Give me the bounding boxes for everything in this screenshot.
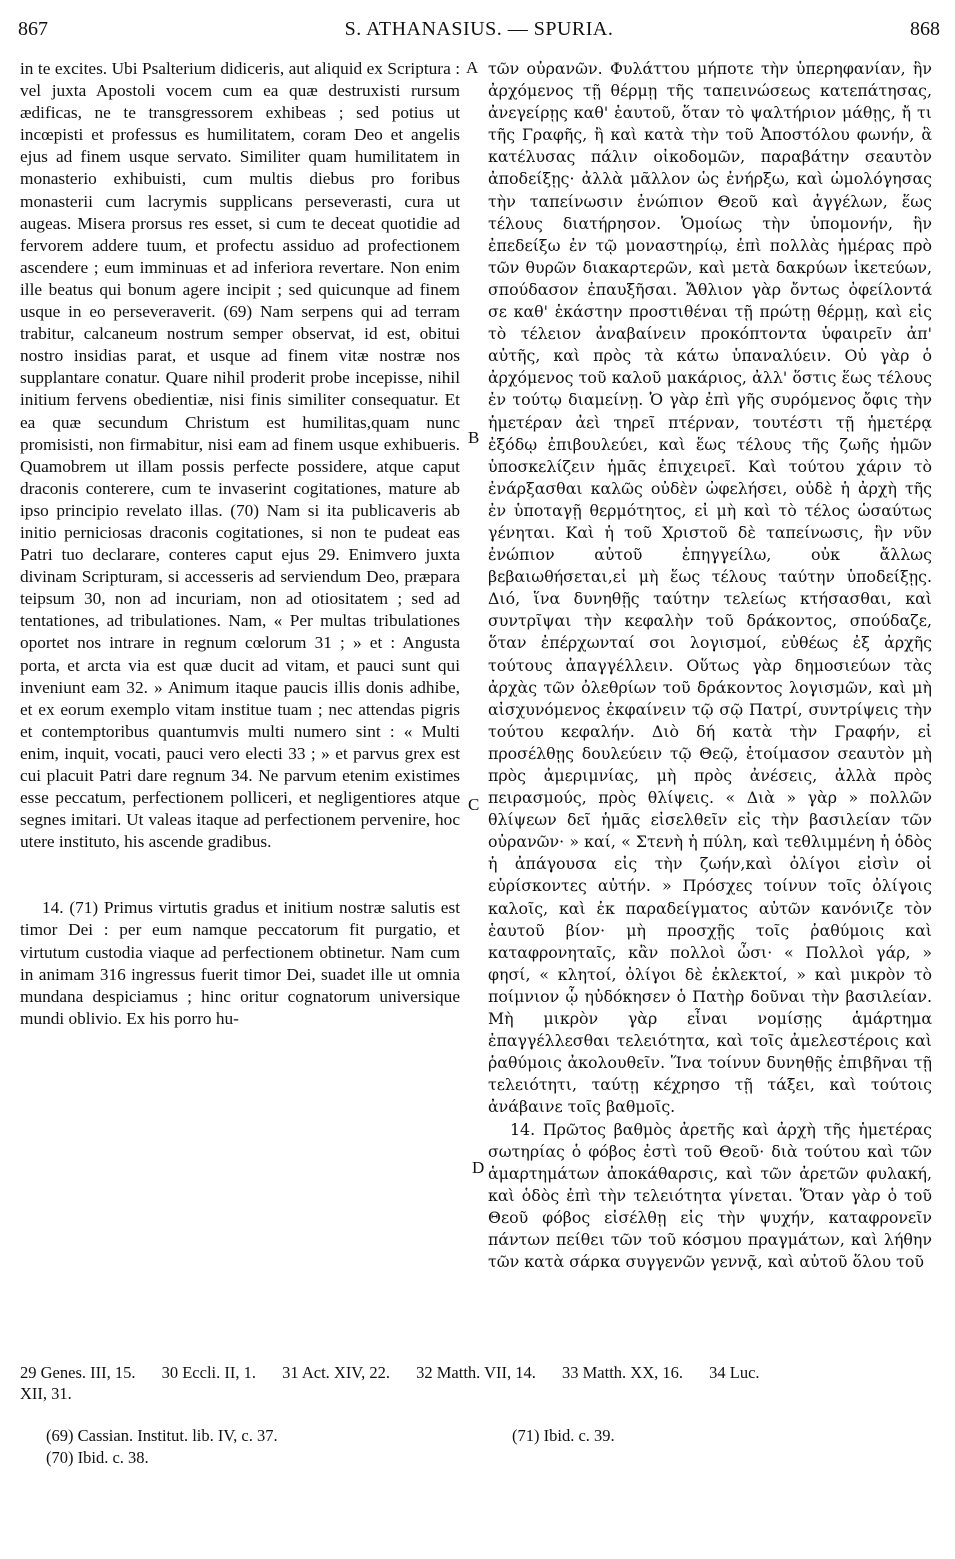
latin-paragraph-2: 14. (71) Primus virtutis gradus et initium nostræ salutis est timor Dei : per eum namque peccatorum fit purgatio, et virtutum custodia viaque ad perfectionem obtinetur. Nam cum in animam 316 ingressus fuerit timor Dei, suadet ille ut omnia mundana despiciamus ; hinc oritur cognatorum universique mundi oblivio. Ex his porro hu- (20, 898, 460, 1028)
latin-paragraph-1: in te excites. Ubi Psalterium didiceris, aut aliquid ex Scriptura : vel juxta Apostoli vocem cum ea quæ destruxisti rursum ædificas, ne te transgressorem exhibeas ; sed potius ut incœpisti et professus es humilitatem, coram Deo et angelis ejus ad finem usque servato. Similiter quam humilitatem in monasterio exhibuisti, cum multis diebus pro foribus monasterii cum lacrymis supplicans perseverasti, cura ut augeas. Misera prorsus res esset, si cum te deceat quotidie ad fervorem addere tuum, et profectu assiduo ad profectionem ascendere ; eum imminuas et ad inferiora revertare. Non enim ille beatus qui bonum agere incipit ; sed quicunque ad finem usque in eo perseveraverit. (69) Nam serpens qui ad terram trabitur, calcaneum nostrum semper observat, id est, obitui nostro insidias parat, et usque ad finem vitæ nostræ nos supplantare conatur. Quare nihil proderit probe incepisse, nihil initium fervens obedientiæ, nisi finis similiter consequatur. Et ea quæ secundum Christum est humilitas,quam nunc promisisti, non firmabitur, nisi eam ad finem usque exhibueris. Quamobrem ut illam possis perfecte possidere, atque caput draconis conterere, cum te invaserint cogitationes, mature ab ipso principio revelato illas. (70) Nam si ita publicaveris ab initio perniciosas draconis cogitationes, si non te pudeat eas Patri tuo declarare, conteres caput ejus 29. Enimvero juxta divinam Scripturam, si accesseris ad serviendum Deo, præpara teipsum 30, non ad incuriam, non ad otiositatem ; sed ad tentationes, ad tribulationes. Nam, « Per multas tribulationes oportet nos intrare in regnum cœlorum 31 ; » et : Angusta porta, et arcta via est quæ ducit ad vitam, et pauci sunt qui inveniunt eam 32. » Animum itaque paucis illis donis adhibe, et ex eorum exemplo vitam institue tuam ; nec attendas pigris et contemptoribus quantumvis multi numero sint : « Multi enim, inquit, vocati, pauci vero electi 33 ; » et parvus grex est cui placuit Patri dare regnum 34. Ne parvum etenim existimes esse peccatum, perfectionem polliceri, et negligentiores atque segnes imitari. Ut valeas itaque ad perfectionem pervenire, hoc utere instituto, his ascende gradibus. (20, 59, 460, 852)
running-title: S. ATHANASIUS. — SPURIA. (344, 18, 614, 40)
page-number-left: 867 (18, 18, 48, 40)
scripture-ref: 32 Matth. VII, 14. (416, 1363, 536, 1382)
page-number-right: 868 (910, 18, 940, 40)
scripture-ref: 29 Genes. III, 15. (20, 1363, 136, 1382)
greek-paragraph-2: 14. Πρῶτος βαθμὸς ἀρετῆς καὶ ἀρχὴ τῆς ἡμετέρας σωτηρίας ὁ φόβος ἐστὶ τοῦ Θεοῦ· διὰ τούτου καὶ τῶν ἁμαρτημάτων ἀποκάθαρσις, καὶ τῶν ἀρετῶν φυλακή, καὶ ὁδὸς ἐπὶ τὴν τελειότητα γίνεται. Ὅταν γὰρ ὁ τοῦ Θεοῦ φόβος εἰσέλθῃ εἰς τὴν ψυχήν, καταφρονεῖν πάντων πείθει τῶν τοῦ κόσμου πραγμάτων, καὶ λήθην τῶν κατὰ σάρκα συγγενῶν γεννᾷ, καὶ αὐτοῦ ὅλου τοῦ (488, 1119, 932, 1272)
editorial-note: (70) Ibid. c. 38. (46, 1448, 149, 1467)
scripture-ref: 33 Matth. XX, 16. (562, 1363, 684, 1382)
latin-column (20, 58, 460, 1348)
editorial-note: (71) Ibid. c. 39. (512, 1426, 615, 1445)
scripture-ref: 30 Eccli. II, 1. (161, 1363, 256, 1382)
running-header (14, 14, 944, 46)
scripture-references (20, 1361, 945, 1385)
margin-letter-b: B (468, 428, 480, 447)
greek-paragraph-1: τῶν οὐρανῶν. Φυλάττου μήποτε τὴν ὑπερηφανίαν, ἣν ἀρχόμενος τῇ θέρμῃ τῆς ταπεινώσεως κατεπάτησας, ἀνεγείρῃς καθ' ἑαυτοῦ, ὅταν τὸ ψαλτήριον μάθῃς, ἤ τι τῆς Γραφῆς, ἢ καὶ κατὰ τὴν τοῦ Ἀποστόλου φωνήν, ἃ κατέλυσας πάλιν οἰκοδομῶν, παραβάτην σεαυτὸν ἀποδείξῃς· ἀλλὰ μᾶλλον ὡς ἐνήρξω, καὶ ὡμολόγησας τὴν ταπείνωσιν ἐνώπιον Θεοῦ καὶ ἀγγέλων, ἕως τέλους διατήρησον. Ὁμοίως τὴν ὑπομονήν, ἣν ἐπεδείξω ἐν τῷ μοναστηρίῳ, ἐπὶ πολλὰς ἡμέρας πρὸ τῶν θυρῶν διακαρτερῶν, καὶ μετὰ δακρύων ἱκετεύων, σπούδασον ἐπαυξῆσαι. Ἄθλιον γὰρ ὄντως ὀφείλοντά σε καθ' ἑκάστην προστιθέναι τῇ πρώτῃ θέρμῃ, καὶ εἰς τὸ τέλειον ἀναβαίνειν προκόπτοντα ὑφαιρεῖν ἀπ' αὐτῆς, καὶ πρὸς τὰ κάτω ὑπαναλύειν. Οὐ γὰρ ὁ ἀρχόμενος τοῦ καλοῦ μακάριος, ἀλλ' ὅστις ἕως τέλους ἐν τούτῳ διαμείνῃ. Ὁ γὰρ ἐπὶ γῆς συρόμενος ὄφις τὴν ἡμετέραν ἀεὶ τηρεῖ πτέρναν, τουτέστι τῇ ἡμετέρᾳ ἐξόδῳ ἐπιβουλεύει, καὶ ἕως τέλους τῆς ζωῆς ἡμῶν ὑποσκελίζειν ἡμᾶς ἐπιχειρεῖ. Καὶ τούτου χάριν τὸ ἐνάρξασθαι καλῶς οὐδὲν ὠφελήσει, οὐδὲ ἡ ἀρχὴ τῆς ἐν ὑποταγῇ θερμότητος, εἰ μὴ καὶ τὸ τέλος ὡσαύτως γένηται. Καὶ ἡ τοῦ Χριστοῦ δὲ ταπείνωσις, ἣν νῦν ἐνώπιον αὐτοῦ ἐπηγγείλω, οὐκ ἄλλως βεβαιωθήσεται,εἰ μὴ ἕως τέλους ταύτην ὑποδείξῃς. Διό, ἵνα δυνηθῇς ταύτην τελείως κτήσασθαι, καὶ συντρῖψαι τὴν κεφαλὴν τοῦ δράκοντος, σπούδαζε, ὅταν ἐπέρχωνταί σοι λογισμοί, εὐθέως ἐξ ἀρχῆς τούτους ἀπαγγέλλειν. Οὕτως γὰρ δημοσιεύων τὰς ἀρχὰς τῶν ὀλεθρίων τοῦ δράκοντος λογισμῶν, καὶ μὴ αἰσχυνόμενος ἐκφαίνειν τῷ σῷ Πατρί, συντρίψεις τὴν τούτου κεφαλήν. Διὸ δή κατὰ τὴν Γραφήν, εἰ προσέλθῃς δουλεύειν τῷ Θεῷ, ἑτοίμασον σεαυτὸν μὴ πρὸς ἀμεριμνίας, μὴ πρὸς ἀνέσεις, ἀλλὰ πρὸς πειρασμούς, πρὸς θλίψεις. « Διὰ » γὰρ » πολλῶν θλίψεων δεῖ ἡμᾶς εἰσελθεῖν εἰς τὴν βασιλείαν τῶν οὐρανῶν· » καί, « Στενὴ ἡ πύλη, καὶ τεθλιμμένη ἡ ὁδὸς ἡ ἀπάγουσα εἰς τὴν ζωήν,καὶ ὀλίγοι εἰσὶν οἱ εὑρίσκοντες αὐτήν. » Πρόσχες τοίνυν τοῖς ὀλίγοις καλοῖς, καὶ ἐκ παραδείγματος αὐτῶν κανόνιζε τὸν ἑαυτοῦ βίον· μὴ προσχῇς τοῖς ῥαθύμοις καὶ καταφρονηταῖς, κἂν πολλοὶ ὦσι· « Πολλοὶ γάρ, » φησί, « κλητοί, ὀλίγοι δὲ ἐκλεκτοί, » καὶ μικρὸν τὸ ποίμνιον ᾧ ηὐδόκησεν ὁ Πατὴρ δοῦναι τὴν βασιλείαν. Μὴ μικρὸν γὰρ εἶναι νομίσῃς ἁμάρτημα ἐπαγγέλλεσθαι τελειότητα, καὶ τοῖς ἀμελεστέροις καὶ ῥαθύμοις ἀκολουθεῖν. Ἵνα τοίνυν δυνηθῇς ἐπιβῆναι τῇ τελειότητι, ταύτῃ κέχρησο τῇ τάξει, καὶ τούτοις ἀνάβαινε τοῖς βαθμοῖς. (488, 59, 932, 1117)
scripture-ref: 34 Luc. (709, 1363, 760, 1382)
margin-letter-c: C (468, 795, 480, 814)
editorial-notes-right (512, 1425, 615, 1447)
editorial-notes-left (46, 1425, 278, 1469)
margin-letter-a: A (466, 58, 479, 77)
greek-column (488, 58, 932, 1348)
scripture-ref: 31 Act. XIV, 22. (282, 1363, 390, 1382)
margin-letter-d: D (472, 1158, 485, 1177)
editorial-note: (69) Cassian. Institut. lib. IV, c. 37. (46, 1426, 278, 1445)
scripture-ref-continuation: XII, 31. (20, 1384, 72, 1403)
